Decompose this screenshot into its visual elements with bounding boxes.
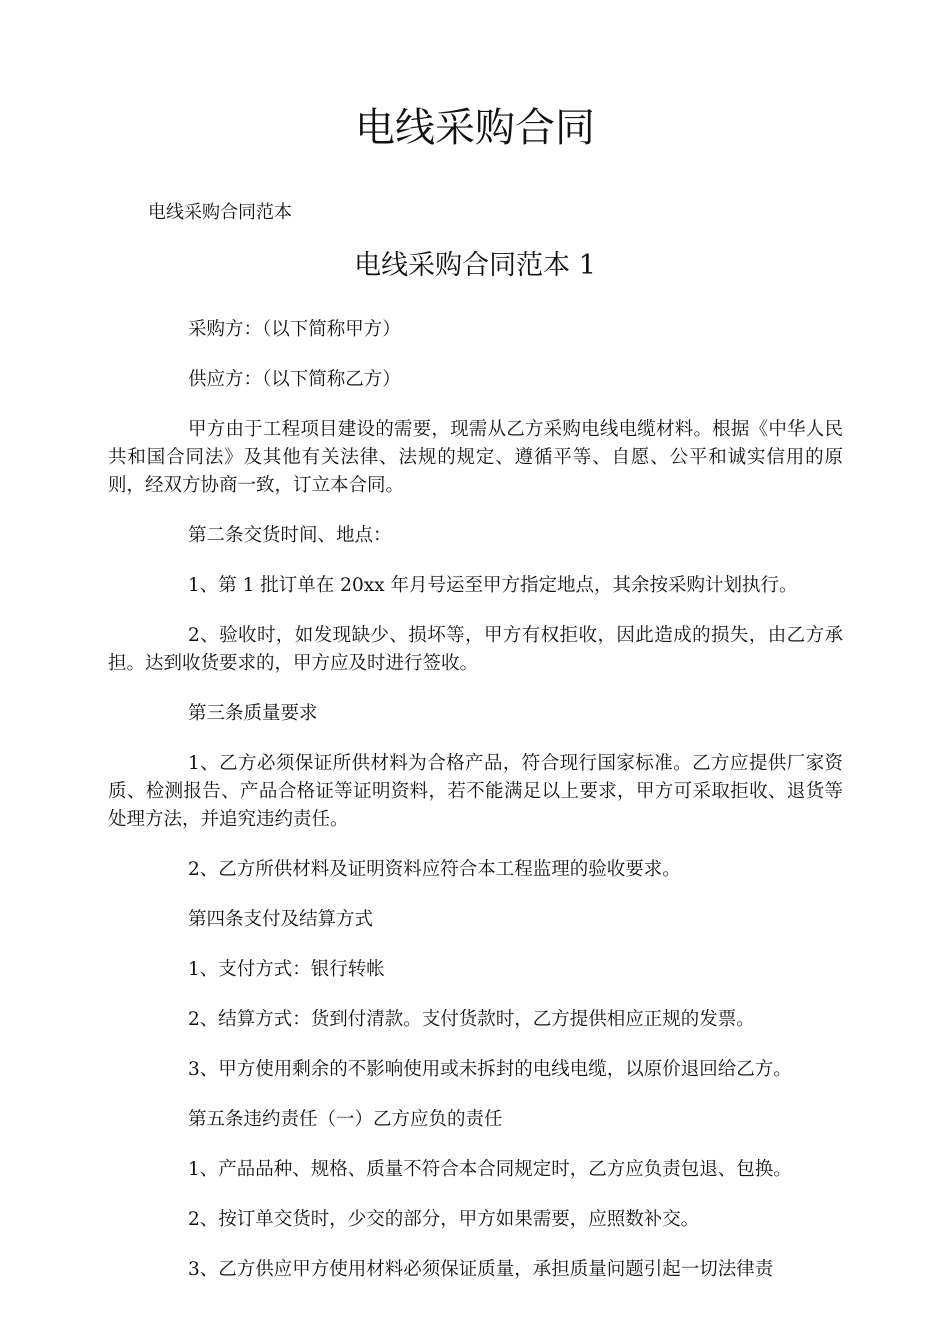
- paragraph-buyer: 采购方：（以下简称甲方）: [188, 319, 401, 340]
- paragraph-article-5-item-3: 3、乙方供应甲方使用材料必须保证质量，承担质量问题引起一切法律责: [188, 1259, 774, 1280]
- contract-template-heading: 电线采购合同范本 1: [354, 250, 596, 281]
- paragraph-article-4-item-2: 2、结算方式：货到付清款。支付货款时，乙方提供相应正规的发票。: [188, 1009, 755, 1030]
- contract-body: [108, 316, 843, 1284]
- paragraph-preamble: 甲方由于工程项目建设的需要，现需从乙方采购电线电缆材料。根据《中华人民共和国合同法》及其他有关法律、法规的规定、遵循平等、自愿、公平和诚实信用的原则，经双方协商一致，订立本合同。: [108, 419, 843, 496]
- paragraph-article-2-item-2: 2、验收时，如发现缺少、损坏等，甲方有权拒收，因此造成的损失，由乙方承担。达到收货要求的，甲方应及时进行签收。: [108, 625, 843, 674]
- paragraph-article-3-heading: 第三条质量要求: [188, 703, 318, 724]
- paragraph-article-3-item-1: 1、乙方必须保证所供材料为合格产品，符合现行国家标准。乙方应提供厂家资质、检测报告、产品合格证等证明资料，若不能满足以上要求，甲方可采取拒收、退货等处理方法，并追究违约责任。: [108, 753, 843, 830]
- paragraph-article-2-item-1: 1、第 1 批订单在 20xx 年月号运至甲方指定地点，其余按采购计划执行。: [188, 575, 798, 596]
- paragraph-article-4-item-1: 1、支付方式：银行转帐: [188, 959, 385, 980]
- document-subtitle: 电线采购合同范本: [148, 202, 292, 223]
- paragraph-article-4-heading: 第四条支付及结算方式: [188, 909, 374, 930]
- paragraph-article-3-item-2: 2、乙方所供材料及证明资料应符合本工程监理的验收要求。: [188, 859, 681, 880]
- paragraph-article-4-item-3: 3、甲方使用剩余的不影响使用或未拆封的电线电缆，以原价退回给乙方。: [188, 1059, 792, 1080]
- paragraph-article-5-item-2: 2、按订单交货时，少交的部分，甲方如果需要，应照数补交。: [188, 1209, 700, 1230]
- paragraph-article-5-heading: 第五条违约责任（一）乙方应负的责任: [188, 1109, 503, 1130]
- paragraph-supplier: 供应方：（以下简称乙方）: [188, 369, 401, 390]
- paragraph-article-5-item-1: 1、产品品种、规格、质量不符合本合同规定时，乙方应负责包退、包换。: [188, 1159, 792, 1180]
- document-title: 电线采购合同: [355, 105, 595, 151]
- paragraph-article-2-heading: 第二条交货时间、地点：: [188, 525, 392, 546]
